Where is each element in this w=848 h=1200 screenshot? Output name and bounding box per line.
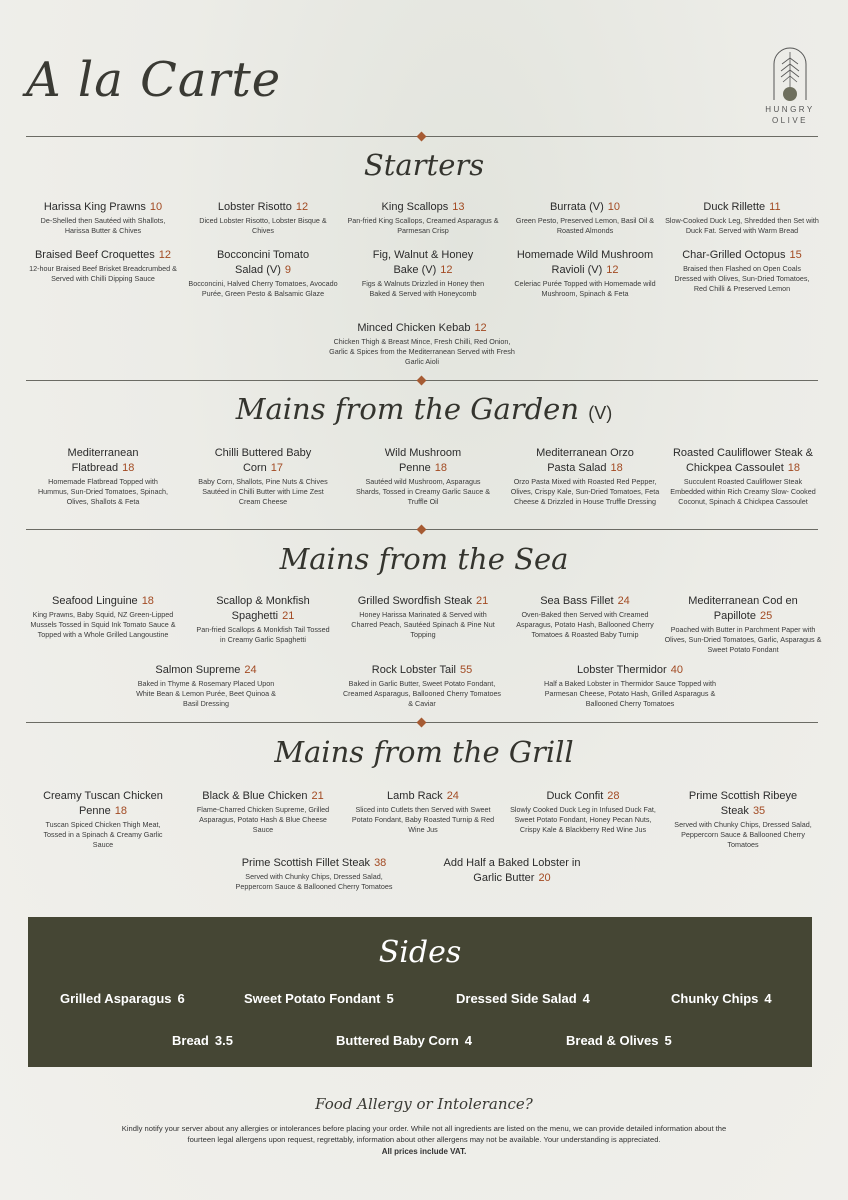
item-name: Salmon Supreme xyxy=(155,664,241,676)
item-description: Served with Chunky Chips, Dressed Salad, Peppercorn Sauce & Ballooned Cherry Tomatoes xyxy=(674,820,812,849)
item-description: Served with Chunky Chips, Dressed Salad, Peppercorn Sauce & Ballooned Cherry Tomatoes xyxy=(235,872,393,891)
divider-diamond xyxy=(417,132,427,142)
item-name: Prime Scottish Fillet Steak xyxy=(241,857,371,869)
item-name: Harissa King Prawns xyxy=(43,201,146,213)
side-item xyxy=(244,991,394,1006)
sides-panel xyxy=(28,917,812,1067)
item-description: Pan-fried King Scallops, Creamed Asparagus & Parmesan Crisp xyxy=(347,216,499,235)
olive-tree-icon xyxy=(770,44,810,102)
allergy-title: Food Allergy or Intolerance? xyxy=(315,1095,533,1113)
item-price: 20 xyxy=(538,872,551,884)
starters-title: Starters xyxy=(363,148,485,182)
menu-item xyxy=(510,200,660,236)
side-item xyxy=(336,1033,472,1048)
item-price: 35 xyxy=(752,805,766,817)
garden-title xyxy=(0,392,848,426)
item-description: Green Pesto, Preserved Lemon, Basil Oil & Roasted Almonds xyxy=(515,216,655,235)
item-name: Mediterranean Orzo Pasta Salad xyxy=(536,447,634,474)
menu-item xyxy=(28,200,178,236)
divider-diamond xyxy=(417,525,427,535)
item-description: Orzo Pasta Mixed with Roasted Red Pepper, Olives, Crispy Kale, Sun-Dried Tomatoes, Feta Cheese & Drizzled in House Truffle Dressing xyxy=(510,477,660,506)
side-item xyxy=(172,1033,233,1048)
menu-item xyxy=(196,446,330,507)
menu-item xyxy=(34,789,172,850)
menu-item xyxy=(188,200,338,236)
side-price: 5 xyxy=(386,991,394,1006)
item-description: Tuscan Spiced Chicken Thigh Meat, Tossed in a Spinach & Creamy Garlic Sauce xyxy=(43,820,163,849)
item-name: Scallop & Monkfish Spaghetti xyxy=(216,595,310,622)
item-price: 25 xyxy=(759,610,773,622)
menu-item xyxy=(510,446,660,507)
item-price: 24 xyxy=(446,790,459,802)
side-item xyxy=(566,1033,672,1048)
menu-item xyxy=(668,789,818,850)
menu-item xyxy=(188,789,338,835)
item-price: 10 xyxy=(149,201,163,213)
item-name: Mediterranean Flatbread xyxy=(67,447,139,474)
item-name: Braised Beef Croquettes xyxy=(34,249,155,261)
item-price: 12 xyxy=(474,322,487,334)
allergy-notice: Kindly notify your server about any allergies or intolerances before placing your order. While not all ingredients are listed on the menu, we can provide detailed information about the fourteen legal allergens upon request, regrettably, information about other allergens may not be available. Your understanding is appreciated. xyxy=(121,1124,727,1144)
item-price: 18 xyxy=(434,462,448,474)
item-price: 12 xyxy=(295,201,309,213)
item-name: Prime Scottish Ribeye Steak xyxy=(688,790,798,817)
item-price: 12 xyxy=(158,249,172,261)
item-description: Figs & Walnuts Drizzled in Honey then Baked & Served with Honeycomb xyxy=(361,279,485,298)
item-name: Sea Bass Fillet xyxy=(540,595,614,607)
item-description: Oven-Baked then Served with Creamed Asparagus, Potato Hash, Ballooned Cherry Tomatoes & Roasted Baby Turnip xyxy=(516,610,654,639)
menu-item xyxy=(350,789,496,835)
menu-item xyxy=(28,248,178,284)
menu-item xyxy=(670,446,816,507)
item-price: 18 xyxy=(122,462,135,474)
item-name: Creamy Tuscan Chicken Penne xyxy=(43,790,163,817)
side-item xyxy=(456,991,590,1006)
item-price: 10 xyxy=(607,201,621,213)
side-name: Buttered Baby Corn xyxy=(336,1033,459,1048)
side-item xyxy=(671,991,772,1006)
sea-title: Mains from the Sea xyxy=(279,542,569,576)
item-price: 21 xyxy=(476,595,489,607)
side-name: Bread & Olives xyxy=(566,1033,659,1048)
item-price: 55 xyxy=(459,664,473,676)
item-description: Flame-Charred Chicken Supreme, Grilled Asparagus, Potato Hash & Blue Cheese Sauce xyxy=(196,805,330,834)
item-name: Lobster Risotto xyxy=(217,201,292,213)
menu-item xyxy=(194,594,332,645)
side-name: Sweet Potato Fondant xyxy=(244,991,381,1006)
item-description: Homemade Flatbread Topped with Hummus, Sun-Dried Tomatoes, Spinach, Olives, Shallots & Feta xyxy=(37,477,169,506)
item-description: Slow-Cooked Duck Leg, Shredded then Set with Duck Fat. Served with Warm Bread xyxy=(665,216,819,235)
item-price: 12 xyxy=(606,264,619,276)
item-price: 24 xyxy=(244,664,257,676)
divider-diamond xyxy=(417,376,427,386)
item-name: Rock Lobster Tail xyxy=(371,664,456,676)
item-price: 40 xyxy=(670,664,683,676)
menu-item xyxy=(508,789,658,835)
side-price: 4 xyxy=(582,991,590,1006)
side-price: 4 xyxy=(464,1033,473,1048)
menu-item xyxy=(354,446,492,507)
menu-item xyxy=(128,663,284,709)
item-name: Fig, Walnut & Honey Bake (V) xyxy=(372,249,474,276)
page-title: A la Carte xyxy=(26,52,282,108)
item-name: Chilli Buttered Baby Corn xyxy=(214,447,312,474)
menu-item xyxy=(354,248,492,299)
item-name: Lamb Rack xyxy=(387,790,443,802)
menu-item xyxy=(188,248,338,299)
divider-diamond xyxy=(417,718,427,728)
menu-item xyxy=(512,594,658,640)
item-price: 13 xyxy=(452,201,465,213)
menu-item xyxy=(672,248,812,294)
item-price: 21 xyxy=(311,790,324,802)
item-name: Lobster Thermidor xyxy=(577,664,667,676)
item-price: 11 xyxy=(769,201,781,213)
item-price: 21 xyxy=(282,610,295,622)
item-name: Minced Chicken Kebab xyxy=(357,322,471,334)
grill-title: Mains from the Grill xyxy=(274,735,574,769)
vegetarian-marker: (V) xyxy=(588,403,613,423)
menu-item xyxy=(346,200,500,236)
menu-item xyxy=(510,248,660,299)
item-name: Black & Blue Chicken xyxy=(202,790,308,802)
side-price: 4 xyxy=(764,991,772,1006)
item-name: Grilled Swordfish Steak xyxy=(357,595,473,607)
item-name: Duck Rillette xyxy=(703,201,766,213)
item-description: Half a Baked Lobster in Thermidor Sauce Topped with Parmesan Cheese, Potato Hash, Grilled Asparagus & Ballooned Cherry Tomatoes xyxy=(544,679,716,708)
side-price: 5 xyxy=(664,1033,672,1048)
item-description: Celeriac Purée Topped with Homemade wild Mushroom, Spinach & Feta xyxy=(514,279,656,298)
item-description: King Prawns, Baby Squid, NZ Green-Lipped Mussels Tossed in Squid Ink Tomato Sauce & Topped with a Whole Grilled Langoustine xyxy=(30,610,176,639)
item-description: Bocconcini, Halved Cherry Tomatoes, Avocado Purée, Green Pesto & Balsamic Glaze xyxy=(188,279,338,298)
item-price: 24 xyxy=(617,595,630,607)
item-description: Baby Corn, Shallots, Pine Nuts & Chives Sautéed in Chilli Butter with Lime Zest Cream Cheese xyxy=(198,477,328,506)
side-price: 3.5 xyxy=(214,1033,233,1048)
item-price: 18 xyxy=(787,462,801,474)
item-price: 18 xyxy=(141,595,154,607)
item-description: 12-hour Braised Beef Brisket Breadcrumbed & Served with Chilli Dipping Sauce xyxy=(29,264,177,283)
item-name: Char-Grilled Octopus xyxy=(682,249,786,261)
item-name: King Scallops xyxy=(381,201,449,213)
item-price: 9 xyxy=(284,264,291,276)
item-price: 15 xyxy=(789,249,802,261)
side-name: Grilled Asparagus xyxy=(60,991,172,1006)
side-name: Chunky Chips xyxy=(671,991,759,1006)
item-price: 38 xyxy=(374,857,387,869)
item-description: Poached with Butter in Parchment Paper with Olives, Sun-Dried Tomatoes, Garlic, Asparagus & Sweet Potato Fondant xyxy=(664,625,822,654)
logo-text: HUNGRY OLIVE xyxy=(765,105,815,125)
item-description: Baked in Thyme & Rosemary Placed Upon White Bean & Lemon Purée, Beet Quinoa & Basil Dressing xyxy=(136,679,276,708)
item-name: Homemade Wild Mushroom Ravioli (V) xyxy=(516,249,654,276)
side-name: Bread xyxy=(172,1033,209,1048)
side-price: 6 xyxy=(177,991,185,1006)
item-description: Chicken Thigh & Breast Mince, Fresh Chilli, Red Onion, Garlic & Spices from the Mediterranean Served with Fresh Garlic Aioli xyxy=(329,337,515,366)
item-description: Pan-fried Scallops & Monkfish Tail Tossed in Creamy Garlic Spaghetti xyxy=(196,625,330,644)
item-price: 17 xyxy=(270,462,284,474)
item-name: Add Half a Baked Lobster in Garlic Butter xyxy=(443,857,581,884)
item-description: Baked in Garlic Butter, Sweet Potato Fondant, Creamed Asparagus, Ballooned Cherry Tomatoes & Caviar xyxy=(342,679,502,708)
item-description: Braised then Flashed on Open Coals Dressed with Olives, Sun-Dried Tomatoes, Red Chilli & Preserved Lemon xyxy=(674,264,810,293)
item-description: Sautéed wild Mushroom, Asparagus Shards, Tossed in Creamy Garlic Sauce & Truffle Oil xyxy=(355,477,491,506)
hungry-olive-logo xyxy=(762,44,818,126)
garden-title-text: Mains from the Garden xyxy=(235,392,580,426)
item-description: Diced Lobster Risotto, Lobster Bisque & Chives xyxy=(199,216,327,235)
item-price: 12 xyxy=(440,264,453,276)
menu-item xyxy=(662,200,822,236)
item-name: Mediterranean Cod en Papillote xyxy=(688,595,798,622)
menu-item xyxy=(438,856,586,886)
item-description: Sliced into Cutlets then Served with Sweet Potato Fondant, Baby Roasted Turnip & Red Wine Jus xyxy=(351,805,495,834)
menu-item xyxy=(664,594,822,655)
item-price: 28 xyxy=(607,790,620,802)
menu-item xyxy=(30,594,176,640)
item-price: 18 xyxy=(610,462,623,474)
item-name: Wild Mushroom Penne xyxy=(384,447,462,474)
item-name: Burrata (V) xyxy=(549,201,604,213)
menu-item xyxy=(346,594,500,640)
item-name: Bocconcini Tomato Salad (V) xyxy=(216,249,310,276)
menu-item xyxy=(540,663,720,709)
menu-item xyxy=(232,856,396,892)
sides-title: Sides xyxy=(378,935,462,970)
item-name: Duck Confit xyxy=(546,790,604,802)
item-name: Roasted Cauliflower Steak & Chickpea Cassoulet xyxy=(672,447,813,474)
vat-notice: All prices include VAT. xyxy=(381,1147,467,1156)
side-name: Dressed Side Salad xyxy=(456,991,577,1006)
item-description: De-Shelled then Sautéed with Shallots, Harissa Butter & Chives xyxy=(40,216,166,235)
menu-item xyxy=(340,663,504,709)
item-price: 18 xyxy=(114,805,128,817)
item-description: Honey Harissa Marinated & Served with Charred Peach, Sautéed Spinach & Pine Nut Topping xyxy=(351,610,495,639)
side-item xyxy=(60,991,185,1006)
item-name: Seafood Linguine xyxy=(52,595,138,607)
menu-item xyxy=(326,321,518,367)
item-description: Succulent Roasted Cauliflower Steak Embedded within Rich Creamy Slow- Cooked Coconut, Spinach & Chickpea Cassoulet xyxy=(670,477,816,506)
item-description: Slowly Cooked Duck Leg in Infused Duck Fat, Sweet Potato Fondant, Honey Pecan Nuts, Crispy Kale & Blackberry Red Wine Jus xyxy=(510,805,656,834)
menu-item xyxy=(36,446,170,507)
